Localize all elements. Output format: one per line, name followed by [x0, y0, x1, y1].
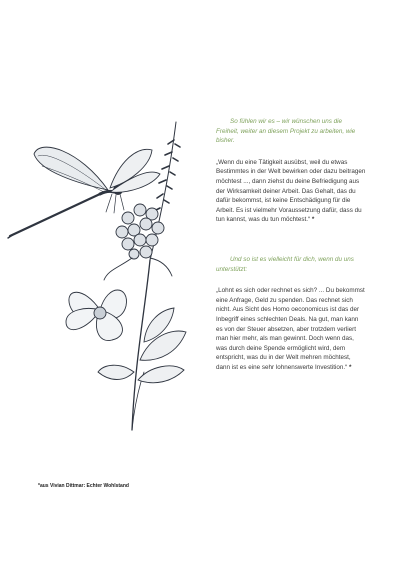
clover-head-drawing	[116, 204, 164, 259]
quote-1-text: „Wenn du eine Tätigkeit ausübst, weil du etwas Bestimmtes in der Welt bewirken oder dazu beitragen möchtest ..., dann ziehst du deine Befriedigung aus der Wirksamkeit deiner Arbeit. Das Gehalt, das du dafür bekommst, ist keine Entschädigung für die Arbeit. Es ist vielmehr Voraussetzung dafür, dass du tun kannst, was du tun möchtest.“	[216, 158, 366, 224]
quote-2-text: „Lohnt es sich oder rechnet es sich? ... Du bekommst eine Anfrage, Geld zu spenden. Das rechnet sich nicht. Aus Sicht des Homo oeconomicus ist das der Inbegriff eines schlechten Deals. Na gut, man kann es von der Steuer absetzen, aber trotzdem verliert man hier mehr, als man gewinnt. Doch wenn das, was durch deine Spende ermöglicht wird, dem entspricht, was du in der Welt mehren möchtest, dann ist es eine sehr lohnenswerte Investition.“	[216, 287, 365, 371]
dragonfly-drawing	[8, 147, 160, 238]
flower-drawing	[66, 290, 126, 341]
lead-text-2: Und so ist es vielleicht für dich, wenn du uns unterstützt:	[216, 255, 354, 273]
quote-2	[216, 286, 366, 372]
footnote-marker-2: *	[349, 363, 352, 371]
lead-text-1: So fühlen wir es – wir wünschen uns die Freiheit, weiter an diesem Projekt zu arbeiten, wie bisher.	[216, 118, 356, 145]
text-column	[216, 117, 366, 372]
footnote: *aus Vivian Dittmar: Echter Wohlstand	[38, 483, 129, 489]
quote-1	[216, 158, 366, 225]
footnote-marker-1: *	[311, 216, 315, 224]
botanical-illustration	[0, 110, 200, 440]
